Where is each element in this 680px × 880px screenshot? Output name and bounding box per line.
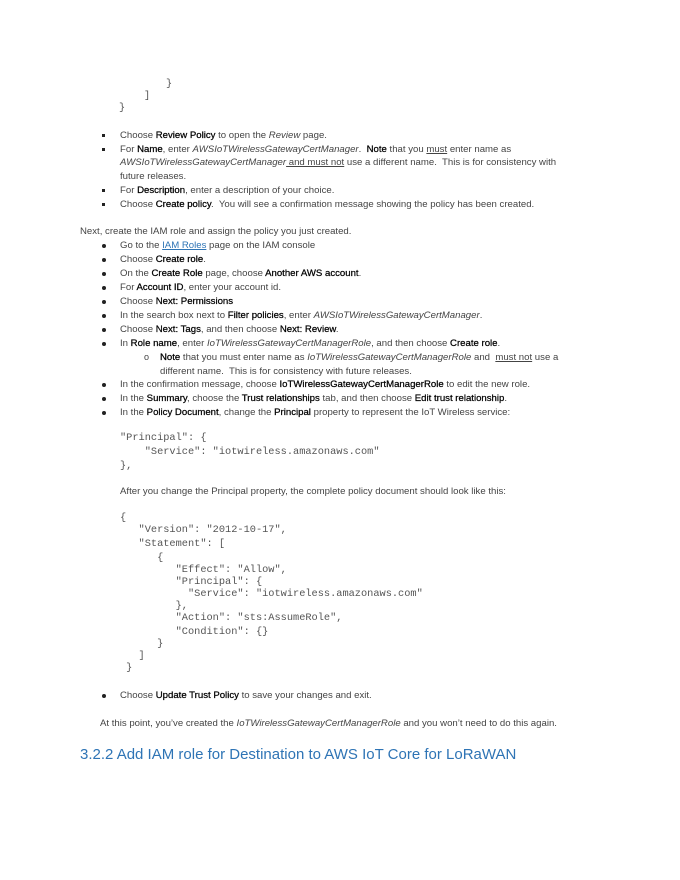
text-segment: page, choose bbox=[202, 268, 266, 279]
code-line: "Service": "iotwireless.amazonaws.com" bbox=[120, 446, 380, 458]
sub-list-item-continued bbox=[160, 366, 412, 378]
text-segment: For bbox=[120, 282, 137, 293]
list-item bbox=[120, 185, 334, 197]
text-segment: use a bbox=[532, 352, 559, 363]
list-item bbox=[120, 296, 233, 308]
code-line: ] bbox=[120, 650, 145, 662]
code-line: { bbox=[120, 512, 127, 524]
text-segment: . bbox=[479, 310, 483, 321]
bullet-icon bbox=[102, 272, 106, 276]
square-bullet-icon bbox=[102, 134, 105, 137]
text-segment: Create role bbox=[450, 338, 498, 349]
text-segment: Choose bbox=[120, 324, 156, 335]
code-line: } bbox=[120, 662, 133, 674]
text-segment: At this point, you’ve created the bbox=[100, 718, 237, 729]
text-segment: Summary bbox=[146, 393, 188, 404]
text-segment: Choose bbox=[120, 296, 156, 307]
text-segment: Description bbox=[137, 185, 186, 196]
text-segment: Create Role bbox=[151, 268, 203, 279]
bullet-icon bbox=[102, 258, 106, 262]
list-item bbox=[120, 199, 534, 211]
code-line: } bbox=[119, 102, 126, 114]
list-item bbox=[120, 268, 361, 280]
list-item bbox=[120, 407, 510, 419]
list-item bbox=[120, 144, 511, 156]
sub-list-item bbox=[160, 352, 558, 364]
text-segment: In the bbox=[120, 393, 147, 404]
bullet-icon bbox=[102, 694, 106, 698]
code-line: } bbox=[120, 638, 164, 650]
text-segment: . bbox=[497, 338, 501, 349]
text-segment: Note bbox=[160, 352, 181, 363]
text-segment: AWSIoTWirelessGatewayCertManager bbox=[192, 144, 359, 155]
text-segment: IoTWirelessGatewayCertManagerRole bbox=[279, 379, 444, 390]
text-segment: , enter bbox=[283, 310, 314, 321]
list-item bbox=[120, 130, 327, 142]
text-segment: Edit trust relationship bbox=[414, 393, 505, 404]
text-segment: future releases. bbox=[120, 171, 187, 182]
text-segment: that you bbox=[386, 144, 427, 155]
square-bullet-icon bbox=[102, 203, 105, 206]
text-segment: and must not bbox=[286, 157, 345, 168]
iam-roles-link[interactable]: IAM Roles bbox=[162, 240, 207, 251]
text-segment: For bbox=[120, 185, 138, 196]
text-segment: Account ID bbox=[136, 282, 184, 293]
text-segment: to save your changes and exit. bbox=[238, 690, 372, 701]
list-item bbox=[120, 324, 339, 336]
text-segment: IoTWirelessGatewayCertManagerRole bbox=[206, 338, 372, 349]
text-segment: On the bbox=[120, 268, 152, 279]
text-segment: AWSIoTWirelessGatewayCertManager bbox=[313, 310, 480, 321]
text-segment: , enter bbox=[177, 338, 207, 349]
square-bullet-icon bbox=[102, 189, 105, 192]
text-segment: must bbox=[426, 144, 448, 155]
code-line: "Service": "iotwireless.amazonaws.com" bbox=[120, 588, 423, 600]
text-segment: to open the bbox=[215, 130, 269, 141]
text-segment: Create role bbox=[155, 254, 204, 265]
code-line: }, bbox=[120, 460, 133, 472]
text-segment: Policy Document bbox=[146, 407, 219, 418]
bullet-icon bbox=[102, 411, 106, 415]
text-segment: Review bbox=[268, 130, 301, 141]
text-segment: In the confirmation message, choose bbox=[120, 379, 280, 390]
text-segment: In bbox=[120, 338, 131, 349]
bullet-icon bbox=[102, 244, 106, 248]
text-segment: Next: Tags bbox=[155, 324, 201, 335]
code-line: "Principal": { bbox=[120, 432, 207, 444]
list-item bbox=[120, 338, 500, 350]
bullet-icon bbox=[102, 383, 106, 387]
code-line: "Effect": "Allow", bbox=[120, 564, 287, 576]
text-segment: that you must enter name as bbox=[180, 352, 308, 363]
text-segment: IoTWirelessGatewayCertManagerRole bbox=[236, 718, 401, 729]
text-segment: AWSIoTWirelessGatewayCertManager bbox=[120, 157, 287, 168]
text-segment: Choose bbox=[120, 199, 156, 210]
list-item bbox=[120, 379, 530, 391]
text-segment: Next, create the IAM role and assign the policy you just created. bbox=[80, 226, 352, 237]
text-segment: and you won’t need to do this again. bbox=[400, 718, 557, 729]
text-segment: Another AWS account bbox=[265, 268, 359, 279]
text-segment: . You will see a confirmation message showing the policy has been created. bbox=[211, 199, 535, 210]
text-segment: Next: Review bbox=[279, 324, 336, 335]
text-segment: . bbox=[203, 254, 206, 265]
list-item bbox=[120, 393, 507, 405]
bullet-icon bbox=[102, 286, 106, 290]
text-segment: , change the bbox=[218, 407, 275, 418]
bullet-icon bbox=[102, 314, 106, 318]
text-segment: Next: Permissions bbox=[155, 296, 234, 307]
text-segment: Go to the bbox=[120, 240, 163, 251]
text-segment: , and then choose bbox=[200, 324, 280, 335]
text-segment: Name bbox=[137, 144, 163, 155]
bullet-icon bbox=[102, 300, 106, 304]
text-segment: Principal bbox=[274, 407, 311, 418]
text-segment: tab, and then choose bbox=[319, 393, 415, 404]
text-segment: Role name bbox=[130, 338, 178, 349]
text-segment: Choose bbox=[120, 254, 156, 265]
circle-bullet-icon: o bbox=[144, 352, 150, 362]
text-segment: Choose bbox=[120, 130, 156, 141]
text-segment: use a different name. This is for consistency with bbox=[344, 157, 557, 168]
list-item bbox=[120, 282, 281, 294]
code-line: "Principal": { bbox=[120, 576, 263, 588]
text-segment: Note bbox=[366, 144, 387, 155]
list-item-continued bbox=[120, 157, 556, 169]
text-segment: , enter a description of your choice. bbox=[185, 185, 335, 196]
text-segment: . bbox=[335, 324, 339, 335]
paragraph bbox=[80, 226, 351, 238]
code-line: "Version": "2012-10-17", bbox=[120, 524, 287, 536]
text-segment: page. bbox=[300, 130, 327, 141]
list-item bbox=[120, 254, 206, 266]
text-segment: . bbox=[358, 268, 362, 279]
text-segment: , enter your account id. bbox=[183, 282, 282, 293]
code-line: "Statement": [ bbox=[120, 538, 226, 550]
text-segment: enter name as bbox=[447, 144, 512, 155]
text-segment: to edit the new role. bbox=[443, 379, 531, 390]
list-item bbox=[120, 310, 482, 322]
text-segment: must not bbox=[495, 352, 533, 363]
bullet-icon bbox=[102, 397, 106, 401]
code-line: ] bbox=[144, 90, 151, 102]
code-line: "Condition": {} bbox=[120, 626, 269, 638]
list-item bbox=[120, 240, 315, 252]
text-segment: and bbox=[471, 352, 496, 363]
text-segment: Review Policy bbox=[155, 130, 216, 141]
text-segment: Trust relationships bbox=[241, 393, 320, 404]
text-segment: . bbox=[358, 144, 367, 155]
text-segment: After you change the Principal property, the complete policy document should look like this: bbox=[120, 486, 506, 497]
text-segment: IoTWirelessGatewayCertManagerRole bbox=[307, 352, 472, 363]
text-segment: Create policy bbox=[155, 199, 212, 210]
text-segment: Update Trust Policy bbox=[155, 690, 239, 701]
code-line: }, bbox=[120, 600, 188, 612]
list-item bbox=[120, 690, 372, 702]
section-heading: 3.2.2 Add IAM role for Destination to AWS IoT Core for LoRaWAN bbox=[80, 746, 517, 763]
text-segment: , enter bbox=[162, 144, 193, 155]
paragraph bbox=[100, 718, 557, 730]
text-segment: For bbox=[120, 144, 138, 155]
text-segment: Choose bbox=[120, 690, 156, 701]
code-line: "Action": "sts:AssumeRole", bbox=[120, 612, 343, 624]
list-item-continued bbox=[120, 171, 186, 183]
code-line: } bbox=[166, 78, 173, 90]
text-segment: In the search box next to bbox=[120, 310, 228, 321]
text-segment: In the bbox=[120, 407, 147, 418]
text-segment: , and then choose bbox=[371, 338, 451, 349]
bullet-icon bbox=[102, 342, 106, 346]
paragraph bbox=[120, 486, 506, 498]
text-segment: property to represent the IoT Wireless service: bbox=[310, 407, 511, 418]
text-segment: different name. This is for consistency with future releases. bbox=[160, 366, 412, 377]
square-bullet-icon bbox=[102, 148, 105, 151]
text-segment: . bbox=[504, 393, 508, 404]
text-segment: Filter policies bbox=[227, 310, 284, 321]
text-segment: , choose the bbox=[187, 393, 242, 404]
text-segment: page on the IAM console bbox=[206, 240, 316, 251]
code-line: { bbox=[120, 552, 164, 564]
bullet-icon bbox=[102, 328, 106, 332]
